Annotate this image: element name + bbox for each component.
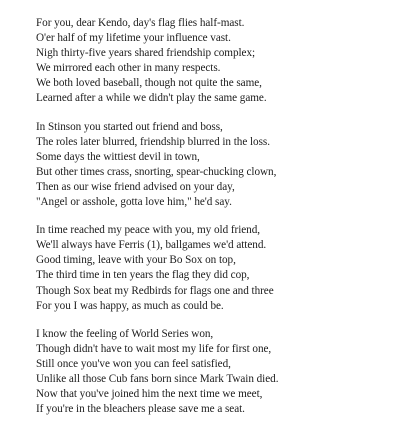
poem-line: Unlike all those Cub fans born since Mark Twain died.	[36, 372, 279, 385]
poem-line: Then as our wise friend advised on your day,	[36, 180, 235, 193]
poem-line: If you're in the bleachers please save me a seat.	[36, 403, 245, 416]
poem-line: Nigh thirty-five years shared friendship complex;	[36, 47, 256, 60]
poem-line: But other times crass, snorting, spear-chucking clown,	[36, 165, 277, 178]
poem-line: Some days the wittiest devil in town,	[36, 150, 200, 163]
stanza-2	[36, 120, 396, 211]
poem-body	[36, 16, 396, 430]
poem-line: We'll always have Ferris (1), ballgames we'd attend.	[36, 239, 267, 252]
poem-line: I know the feeling of World Series won,	[36, 327, 214, 340]
poem-line: The roles later blurred, friendship blurred in the loss.	[36, 135, 270, 148]
poem-line: Though didn't have to wait most my life for first one,	[36, 342, 272, 355]
poem-line: In time reached my peace with you, my old friend,	[36, 224, 261, 237]
poem-line: For you, dear Kendo, day's flag flies half-mast.	[36, 17, 245, 29]
poem-line: Though Sox beat my Redbirds for flags one and three	[36, 284, 274, 297]
stanza-1	[36, 16, 396, 107]
poem-line: Still once you've won you can feel satisfied,	[36, 357, 231, 370]
poem-line: Good timing, leave with your Bo Sox on top,	[36, 254, 236, 267]
stanza-3	[36, 223, 396, 314]
poem-line: For you I was happy, as much as could be.	[36, 299, 224, 312]
poem-line: "Angel or asshole, gotta love him," he'd say.	[36, 196, 232, 209]
poem-line: Now that you've joined him the next time we meet,	[36, 388, 263, 401]
poem-line: The third time in ten years the flag they did cop,	[36, 269, 250, 282]
poem-line: O'er half of my lifetime your influence vast.	[36, 32, 231, 45]
stanza-4	[36, 327, 396, 418]
poem-line: Learned after a while we didn't play the same game.	[36, 92, 267, 105]
poem-line: We both loved baseball, though not quite the same,	[36, 77, 262, 90]
poem-line: We mirrored each other in many respects.	[36, 62, 221, 75]
poem-line: In Stinson you started out friend and boss,	[36, 120, 223, 133]
